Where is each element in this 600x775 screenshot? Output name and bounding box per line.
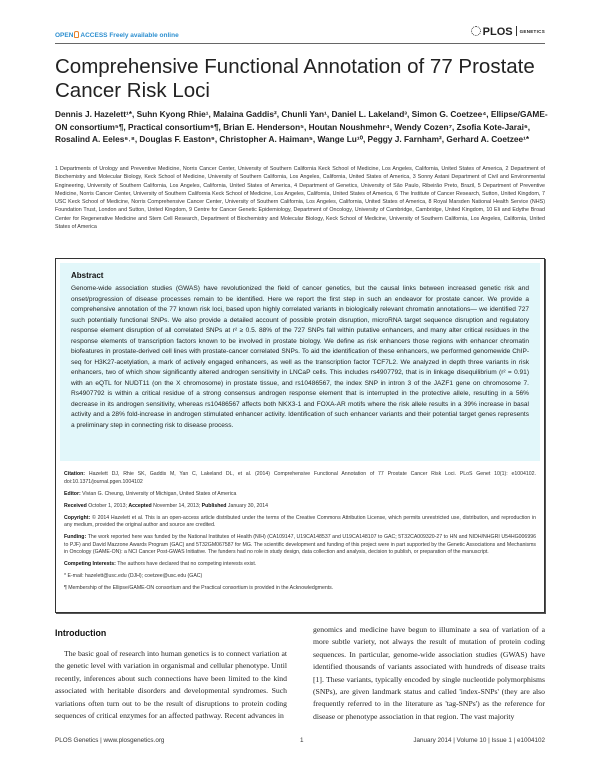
open-lock-icon: [74, 31, 79, 38]
affiliations: 1 Departments of Urology and Preventive Medicine, Norris Cancer Center, University of Southern California Keck School of Medicine, Los Angeles, California, United States of America, 2 Department of Biochemistry and Molecular Biology, Keck School of Medicine, University of Southern California, Los Angeles, California, United States of America, 3 Sonny Astani Department of Civil and Environmental Engineering, University of Southern California, Los Angeles, California, United States of America, 4 Department of Genetics, University of São Paulo, Ribeirão Preto, Brazil, 5 Department of Preventive Medicine, Norris Cancer Center, University of Southern California Keck School of Medicine, Los Angeles, California, United States of America, 6 The Institute of Cancer Research, Sutton, United Kingdom, 7 USC Keck School of Medicine, Norris Comprehensive Cancer Center, University of Southern California, Los Angeles, California, United States of America, 8 Royal Marsden National Health Service (NHS) Foundation Trust, London and Sutton, United Kingdom, 9 Centre for Cancer Genetic Epidemiology, Department of Oncology, University of Cambridge, Cambridge, United Kingdom, 10 Eli and Edythe Broad Center for Regenerative Medicine and Stem Cell Research, Department of Biochemistry and Molecular Biology, Keck School of Medicine, University of Southern California, Los Angeles, California, United States of America: [55, 166, 545, 231]
author-list: Dennis J. Hazelett¹*, Suhn Kyong Rhie¹, Malaina Gaddis², Chunli Yan¹, Daniel L. Lakeland³, Simon G. Coetzee⁴, Ellipse/GAME-ON consortium⁵¶, Practical consortium⁶¶, Brian E. Henderson⁵, Houtan Noushmehr⁴, Wendy Cozen⁷, Zsofia Kote-Jarai⁶, Rosalind A. Eeles⁶˒⁸, Douglas F. Easton⁹, Christopher A. Haiman⁵, Wange Lu¹⁰, Peggy J. Farnham², Gerhard A. Coetzee¹*: [55, 109, 548, 144]
introduction-heading: Introduction: [55, 628, 107, 638]
plos-logo: [471, 26, 545, 38]
freely-available-text: Freely available online: [109, 32, 179, 39]
article-title: Comprehensive Functional Annotation of 77 Prostate Cancer Risk Loci: [55, 55, 535, 102]
abstract-section: [60, 263, 540, 461]
article-info-box: [55, 258, 545, 613]
corresponding-email[interactable]: * E-mail: hazelett@usc.edu (DJH); coetzee@usc.edu (GAC): [64, 573, 203, 580]
open-text: OPEN: [55, 32, 74, 39]
footer-issue: January 2014 | Volume 10 | Issue 1 | e1004102: [413, 737, 545, 744]
plos-brand: PLOS: [482, 26, 513, 38]
plos-logo-icon: [471, 26, 481, 36]
membership-note: ¶ Membership of the Ellipse/GAME-ON consortium and the Practical consortium is provided in the Acknowledgments.: [64, 585, 334, 592]
footer-journal: PLOS Genetics | www.plosgenetics.org: [55, 737, 165, 744]
abstract-text: Genome-wide association studies (GWAS) have revolutionized the field of cancer genetics, but the causal links between increased genetic risk and onset/progression of disease processes remain to be identified. Here we report the first step in such an endeavor for prostate cancer. We provide a comprehensive annotation of the 77 known risk loci, based upon highly correlated variants in biologically relevant chromatin annotations— we identified 727 such potentially functional SNPs. We also provide a detailed account of possible protein disruption, microRNA target sequence disruption and regulatory response element disruption of all correlated SNPs at r² ≥ 0.5. 88% of the 727 SNPs fall within putative enhancers, and many alter critical residues in the response elements of transcription factors known to be involved in prostate biology. We define as risk enhancers those regions with enhancer chromatin biofeatures in prostate-derived cell lines with prostate-cancer correlated SNPs. To aid the identification of these enhancers, we performed genomewide ChIP-seq for H3K27-acetylation, a mark of actively engaged enhancers, as well as the transcription factor TCF7L2. We analyzed in depth three variants in risk enhancers, two of which show significantly altered androgen sensitivity in LNCaP cells. This includes rs4907792, that is in linkage disequilibrium (r² = 0.91) with an eQTL for NUDT11 (on the X chromosome) in prostate tissue, and rs10486567, the index SNP in intron 3 of the JAZF1 gene on chromosome 7. Rs4907792 is within a critical residue of a strong consensus androgen response element that is interrupted in the protective allele, resulting in a 56% decrease in its androgen sensitivity, whereas rs10486567 affects both NKX3-1 and FOXA-AR motifs where the risk allele results in a 39% increase in basal activity and a 28% fold-increase in androgen stimulated enhancer activity. Identification of such enhancer variants and their potential target genes represents a preliminary step in connecting risk to disease process.: [71, 285, 529, 429]
citation: Citation: Hazelett DJ, Rhie SK, Gaddis M, Yan C, Lakeland DL, et al. (2014) Comprehensive Functional Annotation of 77 Prostate Cancer Risk Loci. PLoS Genet 10(1): e1004102. doi:10.1371/journal.pgen.1004102: [64, 471, 536, 485]
editor: Editor: Vivian G. Cheung, University of Michigan, United States of America: [64, 490, 237, 497]
competing-interests: Competing Interests: The authors have declared that no competing interests exist.: [64, 561, 257, 568]
abstract-heading: Abstract: [71, 271, 104, 280]
page-number: 1: [300, 737, 304, 744]
funding: Funding: The work reported here was funded by the National Institutes of Health (NIH) (CA109147, U19CA148537 and U19CA148107 to GAC; 5T32CA009320-27 to HN and NIDH/NHGRI U54HG006996 to PJF) and David Mazzone Awards Program (GAC) and 5T32GM067587 for MG. The scientific development and funding of this project were in part supported by the Genetic Associations and Mechanisms in Oncology (GAME-ON): a NCI Cancer Post-GWAS Initiative. The funders had no role in study design, data collection and analysis, decision to publish, or preparation of the manuscript.: [64, 534, 536, 556]
introduction-column-2: genomics and medicine have begun to illuminate a sea of variation of a more subtle variety, not always the result of mutation of protein coding sequences. In particular, genome-wide association studies (GWAS) have identified thousands of variants associated with hundreds of disease traits [1]. These variants, typically encoded by single nucleotide polymorphisms (SNPs), are given landmark status and called 'index-SNPs' (they are also frequently referred to in the literature as 'tag-SNPs') as the reference for disease or phenotype association in that region. The vast majority: [313, 625, 545, 721]
copyright: Copyright: © 2014 Hazelett et al. This is an open-access article distributed under the terms of the Creative Commons Attribution License, which permits unrestricted use, distribution, and reproduction in any medium, provided the original author and source are credited.: [64, 514, 536, 529]
dates: Received October 1, 2013; Accepted November 14, 2013; Published January 30, 2014: [64, 502, 268, 509]
article-metadata: [64, 471, 536, 597]
journal-section: GENETICS: [519, 29, 545, 34]
access-text: ACCESS: [80, 32, 108, 39]
open-access-label: [55, 31, 179, 39]
journal-header: [55, 26, 545, 44]
introduction-column-1: The basic goal of research into human genetics is to connect variation at the genetic level with variation in organismal and cellular phenotype. Until recently, inferences about such connections have been limited to the kind associated with heritable disorders and developmental syndromes. Such variations often turn out to be the result of disruptions to protein coding sequences of critical enzymes for an affected pathway. Recent advances in: [55, 649, 287, 721]
